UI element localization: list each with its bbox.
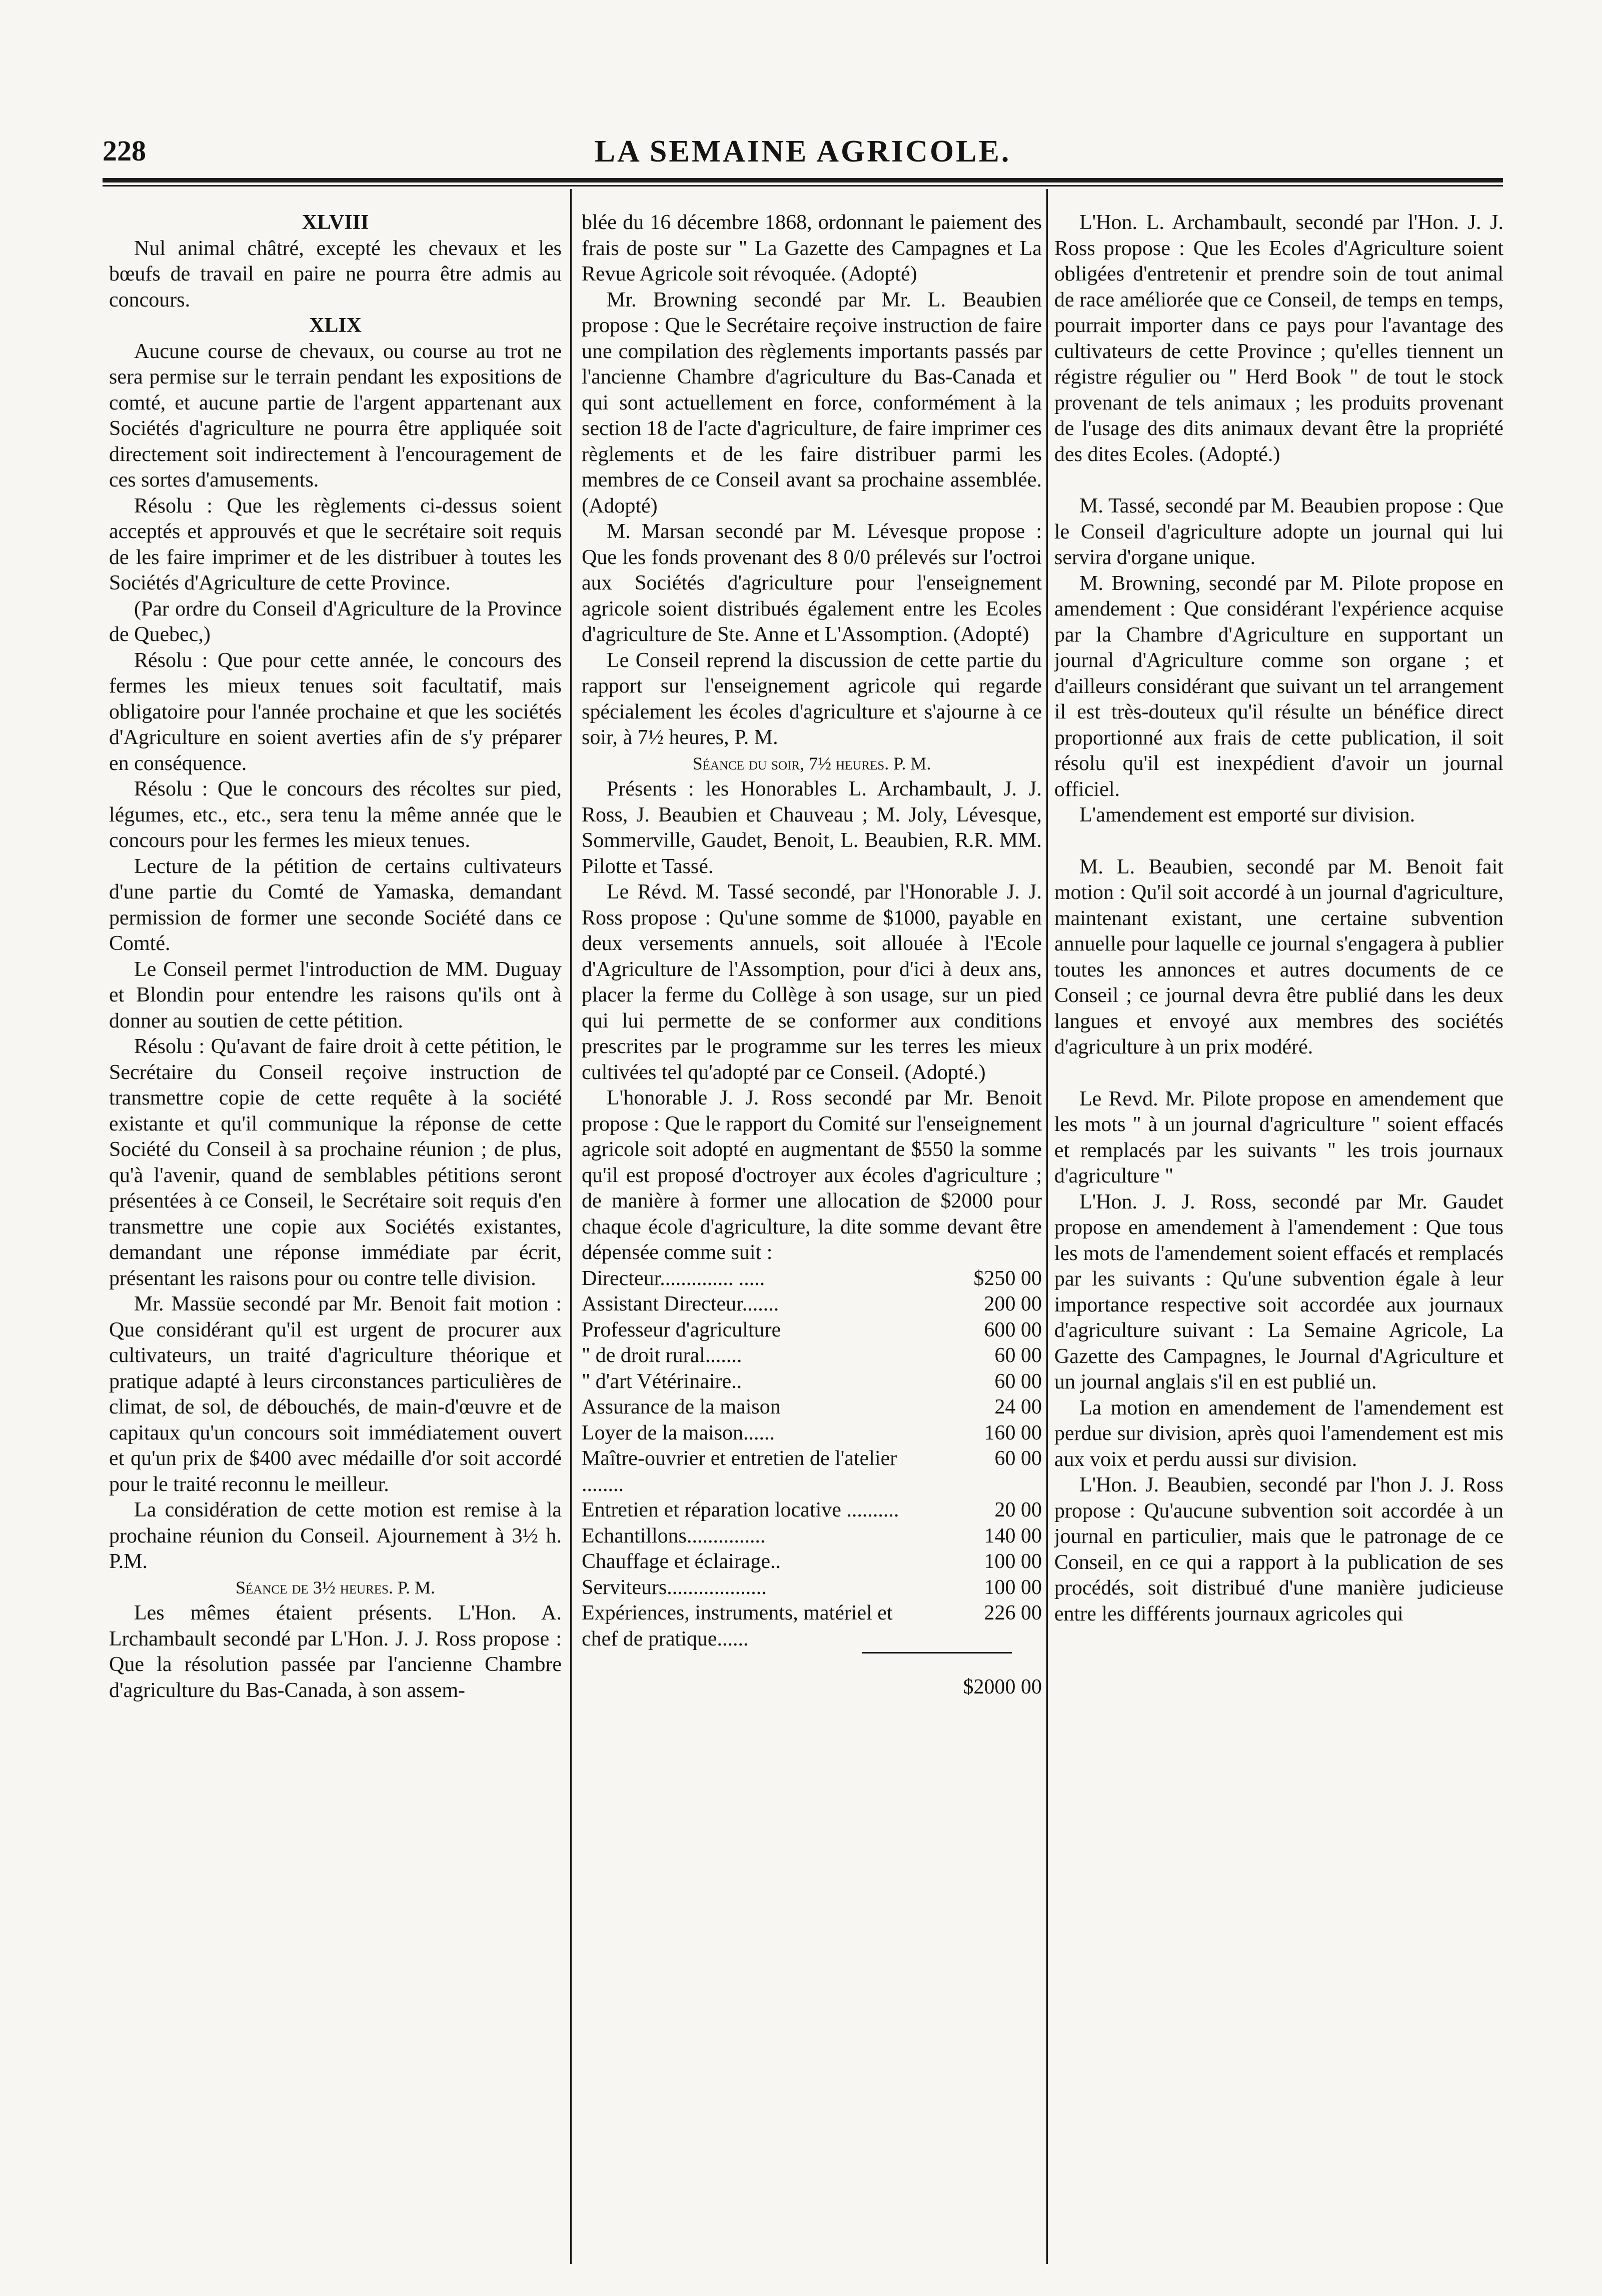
section-heading-xlix: XLIX: [309, 314, 362, 337]
session-heading: Séance du soir, 7½ heures. P. M.: [692, 753, 931, 774]
paragraph: Le Révd. M. Tassé secondé, par l'Honorable J. J. Ross propose : Qu'une somme de $1000, payable en deux versements annuels, soit allouée à l'Ecole d'Agriculture de l'Assomption, pour d'ici à deux ans, placer la ferme du Collège à son usage, sur un pied qui lui permette de se conformer aux conditions prescrites par le programme sur les terres les mieux cultivées tel qu'adopté par ce Conseil. (Adopté.): [582, 880, 1042, 1084]
total-rule: [862, 1652, 1012, 1654]
paragraph: Résolu : Que les règlements ci-dessus soient acceptés et approuvés et que le secrétaire soit requis de les faire imprimer et de les distribuer à toutes les Sociétés d'Agriculture de cette Province.: [109, 494, 562, 594]
budget-row: Serviteurs................... 100 00: [582, 1576, 1042, 1599]
session-heading: Séance de 3½ heures. P. M.: [236, 1577, 435, 1598]
budget-row: Professeur d'agriculture 600 00: [582, 1318, 1042, 1342]
paragraph: blée du 16 décembre 1868, ordonnant le paiement des frais de poste sur " La Gazette des Campagnes et La Revue Agricole soit révoquée. (Adopté): [582, 211, 1042, 286]
budget-row: " de droit rural....... 60 00: [582, 1344, 1042, 1367]
paragraph: (Par ordre du Conseil d'Agriculture de la Province de Quebec,): [109, 597, 562, 646]
paragraph: Résolu : Qu'avant de faire droit à cette pétition, le Secrétaire du Conseil reçoive instruction de transmettre copie de cette requête à la société existante et qu'il communique la réponse de cette Société du Conseil à sa prochaine réunion ; de plus, qu'à l'avenir, quand de semblables pétitions seront présentées à ce Conseil, le Secrétaire soit requis d'en transmettre une copie aux Sociétés existantes, demandant une réponse immédiate par écrit, présentant les raisons pour ou contre telle division.: [109, 1035, 562, 1290]
budget-row: Echantillons............... 140 00: [582, 1524, 1042, 1548]
paragraph: La motion en amendement de l'amendement est perdue sur division, après quoi l'amendement est mis aux voix et perdu aussi sur division.: [1054, 1396, 1503, 1471]
column-divider-1: [570, 189, 572, 2264]
paragraph: Nul animal châtré, excepté les chevaux et les bœufs de travail en paire ne pourra être admis au concours.: [109, 236, 562, 312]
paragraph: La considération de cette motion est remise à la prochaine réunion du Conseil. Ajournement à 3½ h. P.M.: [109, 1498, 562, 1573]
paragraph: L'Hon. J. J. Ross, secondé par Mr. Gaudet propose en amendement à l'amendement : Que tous les mots de l'amendement soient effacés et remplacés par les suivants : Qu'une subvention égale à leur importance respective soit accordée aux journaux d'agriculture suivant : La Semaine Agricole, La Gazette des Campagnes, le Journal d'Agriculture et un journal anglais s'il en est publié un.: [1054, 1190, 1503, 1394]
paragraph: M. Browning, secondé par M. Pilote propose en amendement : Que considérant l'expérience acquise par la Chambre d'Agriculture en supportant un journal d'Agriculture comme son organe ; et d'ailleurs considérant que suivant un tel arrangement il est très-douteux qu'il résulte un bénéfice direct proportionné aux frais de cette publication, il soit résolu qu'il est inexpédient d'avoir un journal officiel.: [1054, 572, 1503, 801]
header-rule-thin: [103, 185, 1503, 186]
budget-table: [582, 1266, 1042, 1652]
budget-row: Expériences, instruments, matériel et chef de pratique...... 226 00: [582, 1602, 1042, 1650]
paragraph: L'amendement est emporté sur division.: [1079, 804, 1415, 826]
column-3: [1054, 210, 1503, 2265]
paragraph: Le Conseil reprend la discussion de cette partie du rapport sur l'enseignement agricole qui regarde spécialement les écoles d'agriculture et s'ajourne à ce soir, à 7½ heures, P. M.: [582, 648, 1042, 749]
paragraph: Le Revd. Mr. Pilote propose en amendement que les mots " à un journal d'agriculture " soient effacés et remplacés par les suivants " les trois journaux d'agriculture ": [1054, 1087, 1503, 1188]
paragraph: Mr. Massüe secondé par Mr. Benoit fait motion : Que considérant qu'il est urgent de procurer aux cultivateurs, un traité d'agriculture théorique et pratique adapté à leurs circonstances particulières de climat, de sol, de débouchés, de main-d'œuvre et de capitaux qu'un concours soit immédiatement ouvert et qu'un prix de $400 avec médaille d'or soit accordé pour le traité reconnu le meilleur.: [109, 1292, 562, 1496]
budget-row: Assistant Directeur....... 200 00: [582, 1292, 1042, 1316]
budget-row: Entretien et réparation locative .......... 20 00: [582, 1498, 1042, 1522]
paragraph: L'Hon. J. Beaubien, secondé par l'hon J. J. Ross propose : Qu'aucune subvention soit accordée à un journal en particulier, mais que le patronage de ce Conseil, en ce qui a rapport à la publication de ses procédés, soit distribué d'une manière judicieuse entre les différents journaux agricoles qui: [1054, 1474, 1503, 1626]
budget-row: Directeur.............. ..... $250 00: [582, 1266, 1042, 1290]
paragraph: Le Conseil permet l'introduction de MM. Duguay et Blondin pour entendre les raisons qu'ils ont à donner au soutien de cette pétition.: [109, 958, 562, 1032]
paragraph: M. Marsan secondé par M. Lévesque propose : Que les fonds provenant des 8 0/0 prélevés sur l'octroi aux Sociétés d'agriculture pour l'enseignement agricole soient distribués également entre les Ecoles d'agriculture de Ste. Anne et L'Assomption. (Adopté): [582, 520, 1042, 646]
budget-row: Maître-ouvrier et entretien de l'atelier ........ 60 00: [582, 1447, 1042, 1496]
paragraph: Mr. Browning secondé par Mr. L. Beaubien propose : Que le Secrétaire reçoive instruction de faire une compilation des règlements importants passés par l'ancienne Chambre d'agriculture du Bas-Canada et qui sont actuellement en force, conformément à la section 18 de l'acte d'agriculture, de faire imprimer ces règlements et de les faire distribuer parmi les membres de ce Conseil avant sa prochaine assemblée. (Adopté): [582, 288, 1042, 518]
budget-row: " d'art Vétérinaire.. 60 00: [582, 1370, 1042, 1393]
section-heading-xlviii: XLVIII: [302, 211, 369, 234]
header-rule-thick: [103, 178, 1503, 182]
column-1: [109, 210, 562, 2265]
column-2: [582, 210, 1042, 2265]
budget-row: Assurance de la maison 24 00: [582, 1396, 1042, 1418]
paragraph: L'honorable J. J. Ross secondé par Mr. Benoit propose : Que le rapport du Comité sur l'enseignement agricole soit adopté en augmentant de $550 la somme qu'il est proposé d'octroyer aux écoles d'agriculture ; de manière à former une allocation de $2000 pour chaque école d'agriculture, la dite somme devant être dépensée comme suit :: [582, 1086, 1042, 1264]
paragraph: Résolu : Que le concours des récoltes sur pied, légumes, etc., etc., sera tenu la même année que le concours pour les fermes les mieux tenues.: [109, 778, 562, 852]
paragraph: Aucune course de chevaux, ou course au trot ne sera permise sur le terrain pendant les expositions de comté, et aucune partie de l'argent appartenant aux Sociétés d'agriculture ne pourra être appliquée soit directement soit indirectement à l'encouragement de ces sortes d'amusements.: [109, 340, 562, 492]
paragraph: Résolu : Que pour cette année, le concours des fermes les mieux tenues soit facultatif, mais obligatoire pour l'année prochaine et que les sociétés d'Agriculture en soient averties afin de s'y préparer en conséquence.: [109, 648, 562, 775]
paragraph: L'Hon. L. Archambault, secondé par l'Hon. J. J. Ross propose : Que les Ecoles d'Agriculture soient obligées d'entretenir et prendre soin de tout animal de race améliorée que ce Conseil, de temps en temps, pourrait importer dans ce pays pour l'avantage des cultivateurs de cette Province ; qu'elles tiennent un régistre régulier ou " Herd Book " de tout le stock provenant de tels animaux ; les produits provenant de l'usage des dits animaux devant être la propriété des dites Ecoles. (Adopté.): [1054, 211, 1503, 466]
budget-row: Chauffage et éclairage.. 100 00: [582, 1550, 1042, 1573]
paragraph: Lecture de la pétition de certains cultivateurs d'une partie du Comté de Yamaska, demandant permission de former une seconde Société dans ce Comté.: [109, 854, 562, 955]
page-number: 228: [103, 134, 146, 167]
paragraph: Présents : les Honorables L. Archambault, J. J. Ross, J. Beaubien et Chauveau ; M. Joly, Lévesque, Sommerville, Gaudet, Benoit, L. Beaubien, R.R. MM. Pilotte et Tassé.: [582, 778, 1042, 878]
page-title: LA SEMAINE AGRICOLE.: [594, 134, 1011, 168]
page-header: [103, 134, 1503, 179]
paragraph: M. Tassé, secondé par M. Beaubien propose : Que le Conseil d'agriculture adopte un journal qui lui servira d'organe unique.: [1054, 494, 1503, 569]
paragraph: M. L. Beaubien, secondé par M. Benoit fait motion : Qu'il soit accordé à un journal d'agriculture, maintenant existant, une certaine subvention annuelle pour laquelle ce journal s'engagera à publier toutes les annonces et autres documents de ce Conseil ; ce journal devra être publié dans les deux langues et envoyé aux membres des sociétés d'agriculture à un prix modéré.: [1054, 855, 1503, 1058]
column-divider-2: [1046, 189, 1048, 2264]
paragraph: Les mêmes étaient présents. L'Hon. A. Lrchambault secondé par L'Hon. J. J. Ross propose : Que la résolution passée par l'ancienne Chambre d'agriculture du Bas-Canada, à son assem-: [109, 1602, 562, 1702]
budget-row: Loyer de la maison...... 160 00: [582, 1421, 1042, 1444]
budget-total: $2000 00: [963, 1676, 1042, 1698]
